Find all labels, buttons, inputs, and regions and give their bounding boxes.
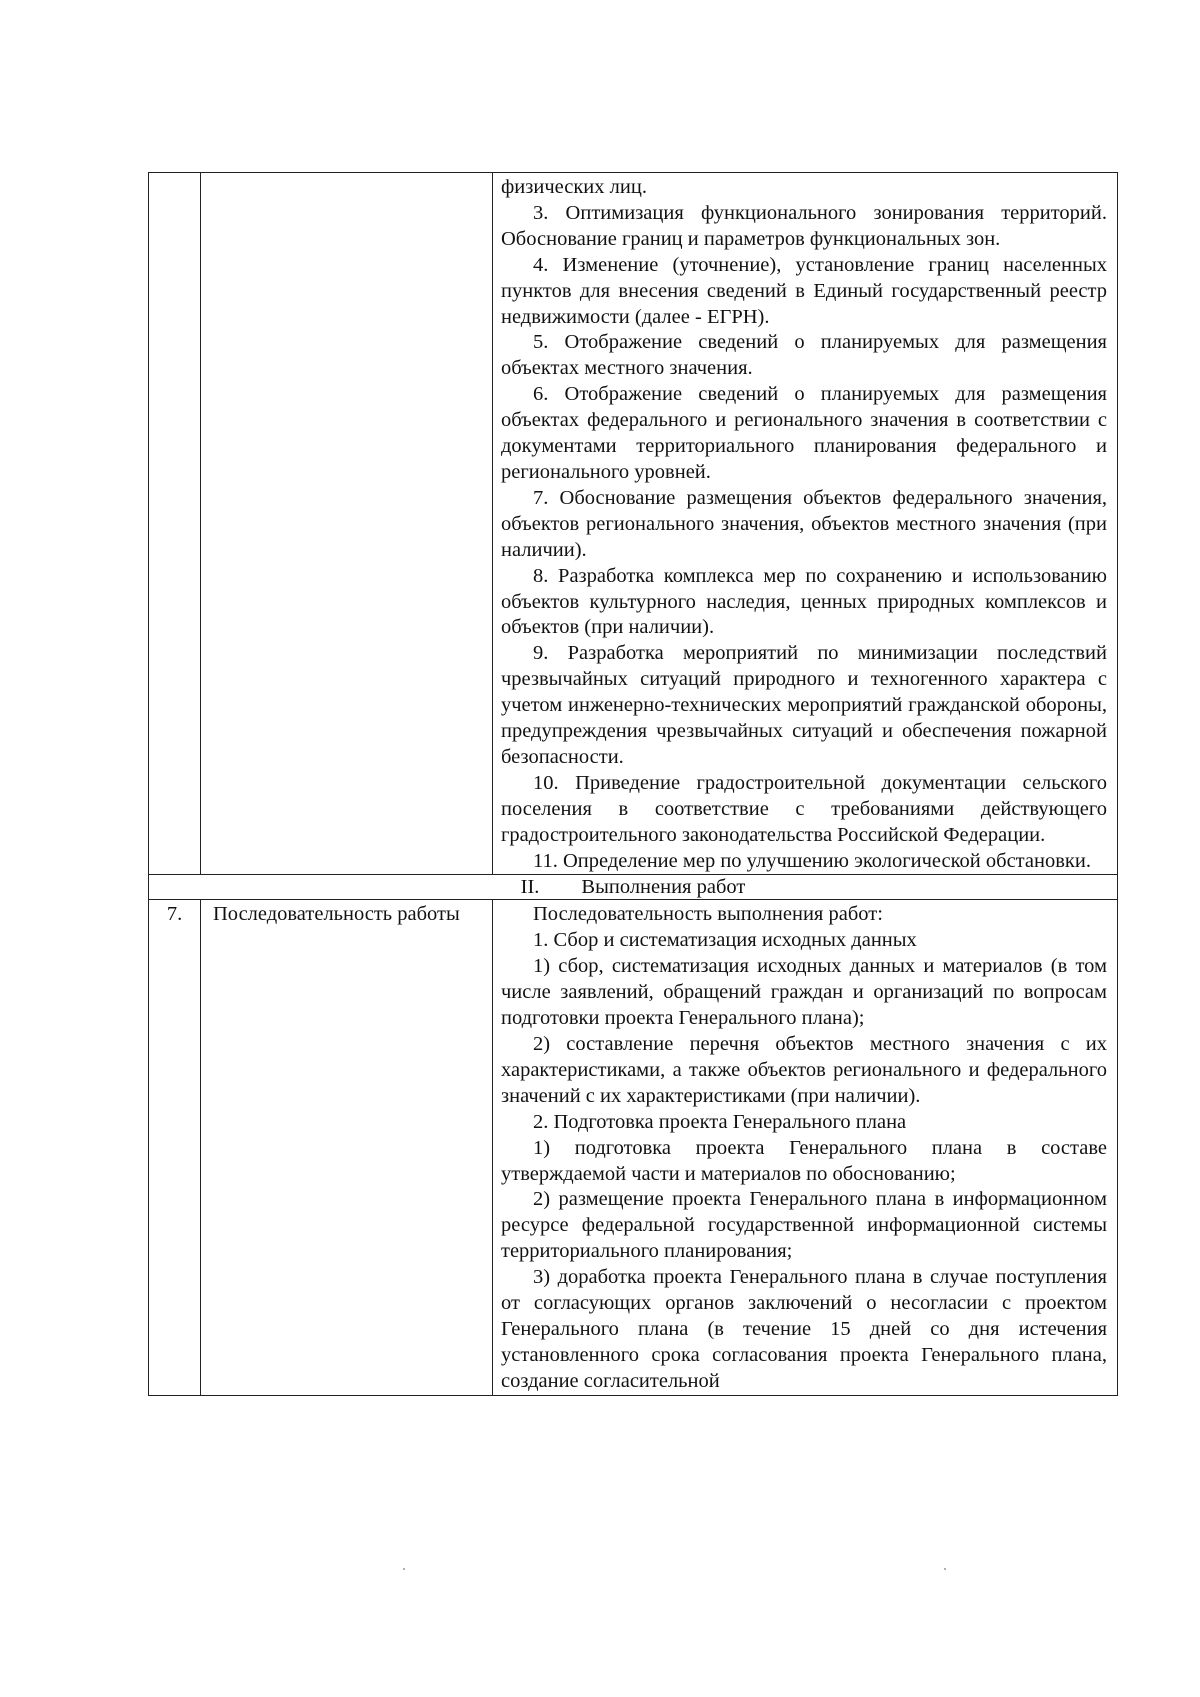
list-item: 1) подготовка проекта Генерального плана в составе утверждаемой части и материалов по обоснованию; bbox=[501, 1136, 1107, 1185]
paragraph: Последовательность выполнения работ: bbox=[533, 903, 883, 926]
section-title: Выполнения работ bbox=[581, 876, 746, 899]
row-number: 7. bbox=[149, 900, 201, 1395]
row-label-cell bbox=[201, 173, 493, 875]
section-number: II. bbox=[520, 876, 540, 899]
table-row-continued bbox=[149, 173, 1118, 875]
list-item: 9. Разработка мероприятий по минимизации последствий чрезвычайных ситуаций природного и техногенного характера с учетом инженерно-технических мероприятий гражданской обороны, предупреждения чрезвычайных ситуаций и обеспечения пожарной безопасности. bbox=[501, 642, 1107, 768]
row-content-cell bbox=[493, 173, 1118, 875]
list-item: 7. Обоснование размещения объектов федерального значения, объектов регионального значения, объектов местного значения (при наличии). bbox=[501, 486, 1107, 561]
list-item: 10. Приведение градостроительной документации сельского поселения в соответствие с требованиями действующего градостроительного законодательства Российской Федерации. bbox=[501, 771, 1107, 846]
row-number-cell bbox=[149, 173, 201, 875]
paragraph: физических лиц. bbox=[501, 176, 647, 198]
list-item: 3. Оптимизация функционального зонирования территорий. Обоснование границ и параметров функциональных зон. bbox=[501, 201, 1107, 250]
scan-speck bbox=[944, 1568, 946, 1570]
list-item: 6. Отображение сведений о планируемых для размещения объектах федерального и регионального значения в соответствии с документами территориального планирования федерального и регионального уровней. bbox=[501, 383, 1107, 483]
requirements-table bbox=[148, 172, 1118, 1396]
row-content-cell bbox=[493, 900, 1118, 1395]
list-item: 4. Изменение (уточнение), установление границ населенных пунктов для внесения сведений в Единый государственный реестр недвижимости (далее - ЕГРН). bbox=[501, 253, 1107, 328]
list-item: 2) размещение проекта Генерального плана в информационном ресурсе федеральной государственной информационной системы территориального планирования; bbox=[501, 1188, 1107, 1263]
list-item: 3) доработка проекта Генерального плана в случае поступления от согласующих органов заключений о несогласии с проектом Генерального плана (в течение 15 дней со дня истечения установленного срока согласования проекта Генерального плана, создание согласительной bbox=[501, 1266, 1107, 1392]
list-item: 1. Сбор и систематизация исходных данных bbox=[533, 929, 917, 952]
list-item: 5. Отображение сведений о планируемых для размещения объектах местного значения. bbox=[501, 331, 1107, 380]
table-row-7 bbox=[149, 900, 1118, 1395]
row-label: Последовательность работы bbox=[201, 900, 493, 1395]
list-item: 2. Подготовка проекта Генерального плана bbox=[533, 1110, 907, 1133]
section-header-cell bbox=[149, 875, 1118, 900]
list-item: 8. Разработка комплекса мер по сохранению и использованию объектов культурного наследия, ценных природных комплексов и объектов (при наличии). bbox=[501, 564, 1107, 639]
scan-speck bbox=[403, 1568, 405, 1570]
section-header-row bbox=[149, 875, 1118, 900]
list-item: 1) сбор, систематизация исходных данных и материалов (в том числе заявлений, обращений граждан и организаций по вопросам подготовки проекта Генерального плана); bbox=[501, 955, 1107, 1030]
list-item: 2) составление перечня объектов местного значения с их характеристиками, а также объектов регионального и федерального значений с их характеристиками (при наличии). bbox=[501, 1033, 1107, 1107]
list-item: 11. Определение мер по улучшению экологической обстановки. bbox=[533, 849, 1091, 872]
